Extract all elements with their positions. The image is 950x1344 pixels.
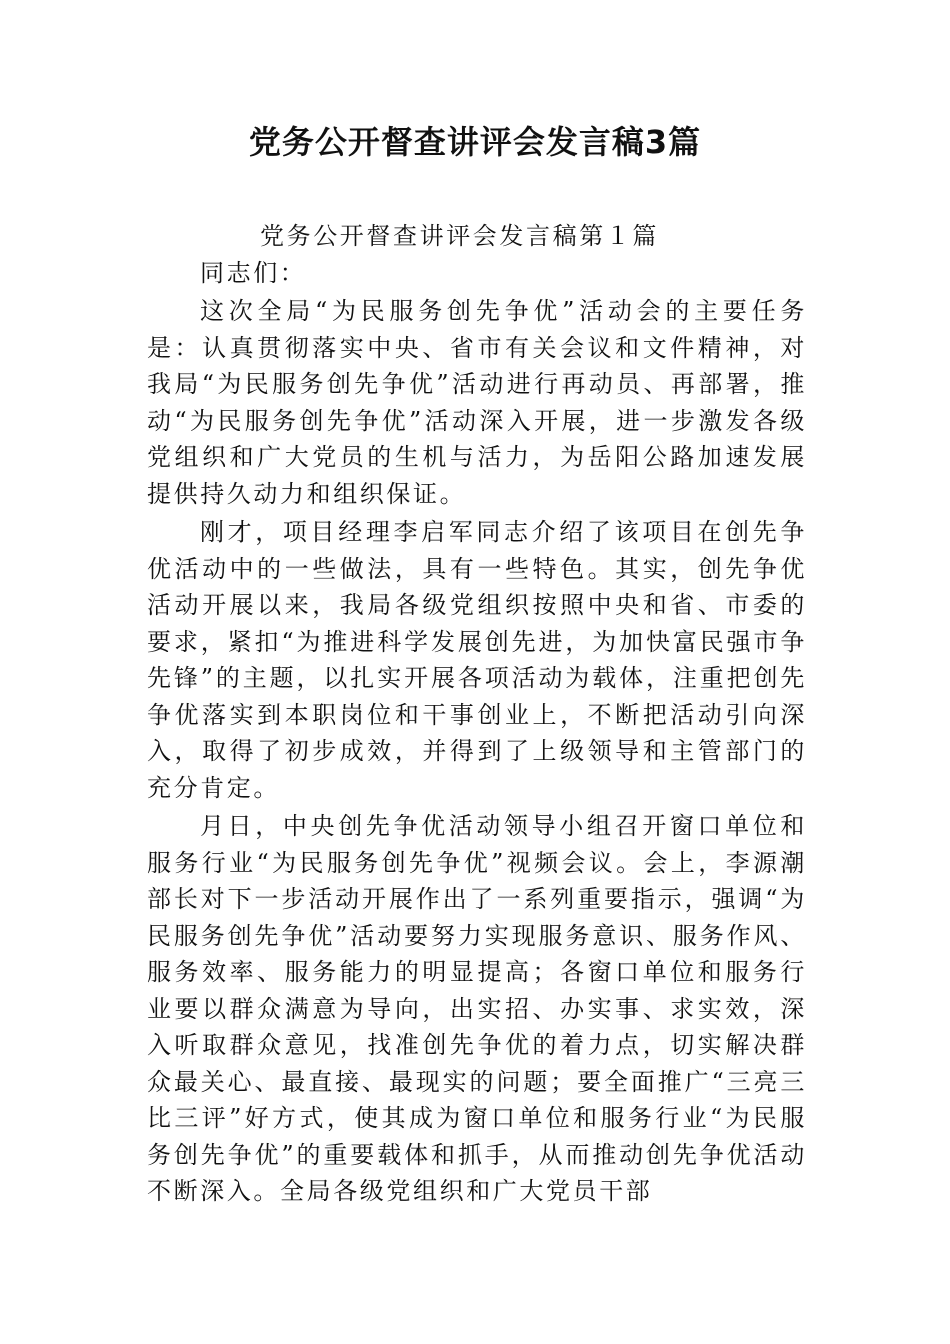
document-title: 党务公开督查讲评会发言稿3篇 <box>248 123 702 161</box>
paragraph-3: 月日，中央创先争优活动领导小组召开窗口单位和服务行业“为民服务创先争优”视频会议。会上，李源潮部长对下一步活动开展作出了一系列重要指示，强调“为民服务创先争优”活动要努力实现服务意识、服务作风、服务效率、服务能力的明显提高；各窗口单位和服务行业要以群众满意为导向，出实招、办实事、求实效，深入听取群众意见，找准创先争优的着力点，切实解决群众最关心、最直接、最现实的问题；要全面推广“三亮三比三评”好方式，使其成为窗口单位和服务行业“为民服务创先争优”的重要载体和抓手，从而推动创先争优活动不断深入。全局各级党组织和广大党员干部 <box>147 812 807 1205</box>
section-subtitle: 党务公开督查讲评会发言稿第１篇 <box>260 222 659 250</box>
salutation: 同志们： <box>200 258 307 287</box>
paragraph-1: 这次全局“为民服务创先争优”活动会的主要任务是：认真贯彻落实中央、省市有关会议和文件精神，对我局“为民服务创先争优”活动进行再动员、再部署，推动“为民服务创先争优”活动深入开展，进一步激发各级党组织和广大党员的生机与活力，为岳阳公路加速发展提供持久动力和组织保证。 <box>147 297 807 508</box>
document-body <box>147 218 807 1210</box>
paragraph-2: 刚才，项目经理李启军同志介绍了该项目在创先争优活动中的一些做法，具有一些特色。其实，创先争优活动开展以来，我局各级党组织按照中央和省、市委的要求，紧扣“为推进科学发展创先进，为加快富民强市争先锋”的主题，以扎实开展各项活动为载体，注重把创先争优落实到本职岗位和干事创业上，不断把活动引向深入，取得了初步成效，并得到了上级领导和主管部门的充分肯定。 <box>147 518 807 802</box>
